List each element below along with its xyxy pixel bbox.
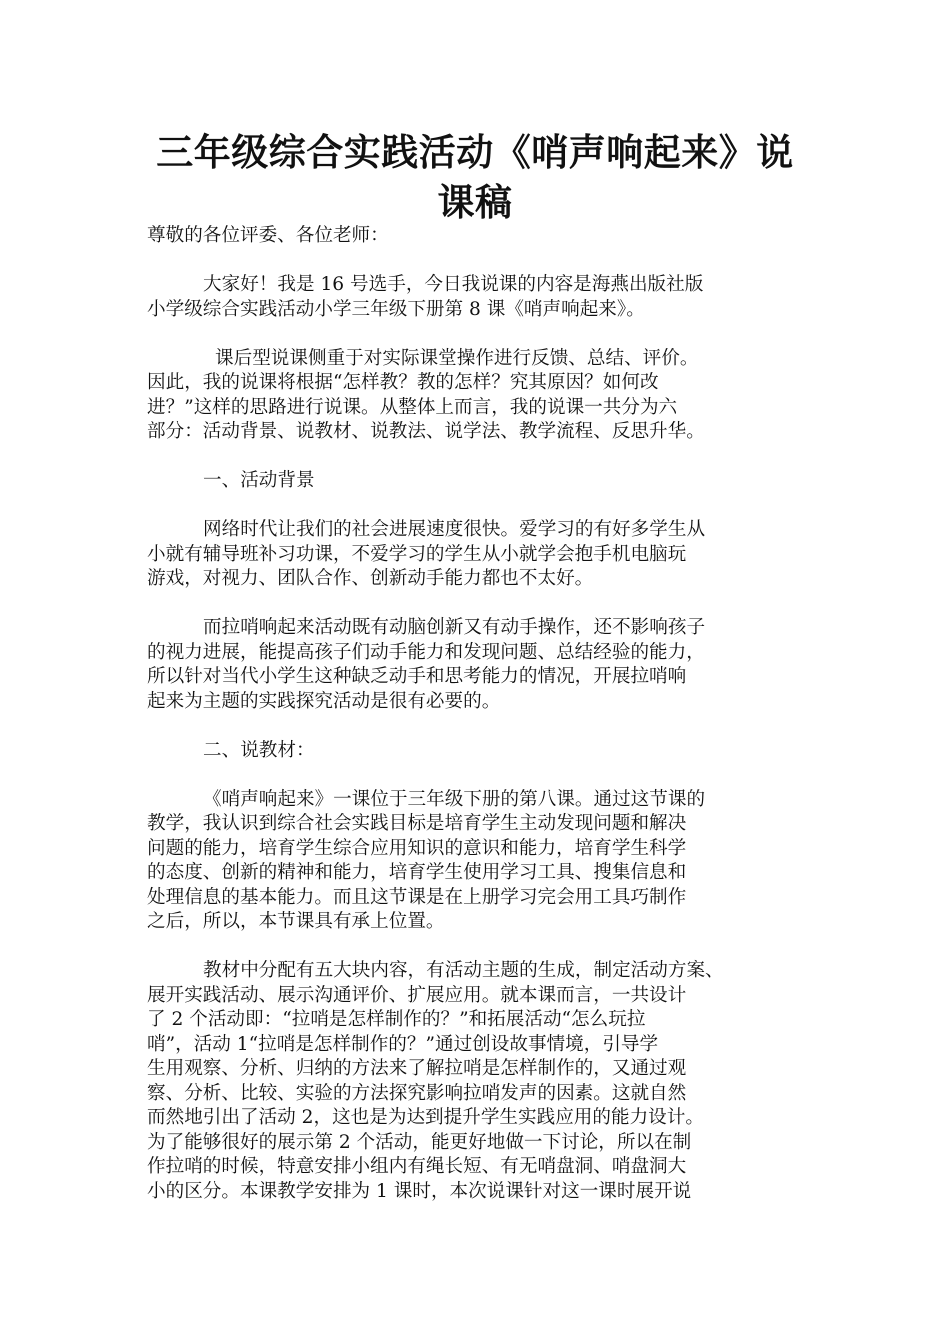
text-line: 一、活动背景 <box>203 470 315 491</box>
text-line: 之后，所以，本节课具有承上位置。 <box>147 911 445 932</box>
text-line: 小的区分。本课教学安排为 1 课时，本次说课针对这一课时展开说 <box>147 1180 692 1202</box>
paragraph-textbook-2 <box>147 959 807 1204</box>
text-line: 所以针对当代小学生这种缺乏动手和思考能力的情况，开展拉哨响 <box>147 666 687 687</box>
text-line: 课后型说课侧重于对实际课堂操作进行反馈、总结、评价。 <box>215 347 699 369</box>
text-line: 生用观察、分析、归纳的方法来了解拉哨是怎样制作的，又通过观 <box>147 1058 687 1079</box>
text-line: 处理信息的基本能力。而且这节课是在上册学习完会用工具巧制作 <box>147 886 687 908</box>
paragraph-background-1 <box>147 518 807 592</box>
paragraph-greeting <box>147 273 807 322</box>
text-line: 而然地引出了活动 2，这也是为达到提升学生实践应用的能力设计。 <box>147 1107 704 1128</box>
text-line: 展开实践活动、展示沟通评价、扩展应用。就本课而言，一共设计 <box>147 984 687 1006</box>
text-line: 游戏，对视力、团队合作、创新动手能力都也不太好。 <box>147 568 594 589</box>
title-line-2: 课稿 <box>437 181 513 224</box>
title-line-1: 三年级综合实践活动《哨声响起来》说 <box>156 131 794 174</box>
document-title <box>130 128 820 228</box>
text-line: 进？”这样的思路进行说课。从整体上而言，我的说课一共分为六 <box>147 396 678 418</box>
paragraph-background-2 <box>147 616 807 714</box>
text-line: 二、说教材： <box>203 739 315 761</box>
text-line: 哨”，活动 1“拉哨是怎样制作的？”通过创设故事情境，引导学 <box>147 1033 659 1055</box>
text-line: 而拉哨响起来活动既有动脑创新又有动手操作，还不影响孩子 <box>203 617 706 638</box>
text-line: 部分：活动背景、说教材、说教法、说学法、教学流程、反思升华。 <box>147 421 705 442</box>
paragraph-textbook-1 <box>147 788 807 935</box>
section-heading-textbook <box>147 739 807 764</box>
text-line: 的态度、创新的精神和能力，培育学生使用学习工具、搜集信息和 <box>147 862 687 883</box>
text-line: 大家好！我是 16 号选手，今日我说课的内容是海燕出版社版 <box>203 274 704 295</box>
section-heading-background <box>147 469 807 494</box>
text-line: 因此，我的说课将根据“怎样教？教的怎样？究其原因？如何改 <box>147 372 659 393</box>
text-line: 作拉哨的时候，特意安排小组内有绳长短、有无哨盘洞、哨盘洞大 <box>147 1156 687 1177</box>
text-line: 察、分析、比较、实验的方法探究影响拉哨发声的因素。这就自然 <box>147 1082 687 1104</box>
text-line: 了 2 个活动即：“拉哨是怎样制作的？”和拓展活动“怎么玩拉 <box>147 1009 646 1030</box>
text-line: 的视力进展，能提高孩子们动手能力和发现问题、总结经验的能力， <box>147 641 705 663</box>
text-line: 教学，我认识到综合社会实践目标是培育学生主动发现问题和解决 <box>147 813 687 834</box>
salutation: 尊敬的各位评委、各位老师： <box>147 225 389 246</box>
paragraph-intro <box>147 347 807 445</box>
text-line: 起来为主题的实践探究活动是很有必要的。 <box>147 690 501 712</box>
text-line: 《哨声响起来》一课位于三年级下册的第八课。通过这节课的 <box>203 788 706 810</box>
text-line: 问题的能力，培育学生综合应用知识的意识和能力，培育学生科学 <box>147 837 687 859</box>
text-line: 为了能够很好的展示第 2 个活动，能更好地做一下讨论，所以在制 <box>147 1131 692 1153</box>
text-line: 小就有辅导班补习功课，不爱学习的学生从小就学会抱手机电脑玩 <box>147 543 687 565</box>
text-line: 网络时代让我们的社会进展速度很快。爱学习的有好多学生从 <box>203 519 706 540</box>
document-body <box>147 224 807 1229</box>
text-line: 教材中分配有五大块内容，有活动主题的生成，制定活动方案、 <box>203 960 724 981</box>
text-line: 小学级综合实践活动小学三年级下册第 8 课《哨声响起来》。 <box>147 298 645 320</box>
